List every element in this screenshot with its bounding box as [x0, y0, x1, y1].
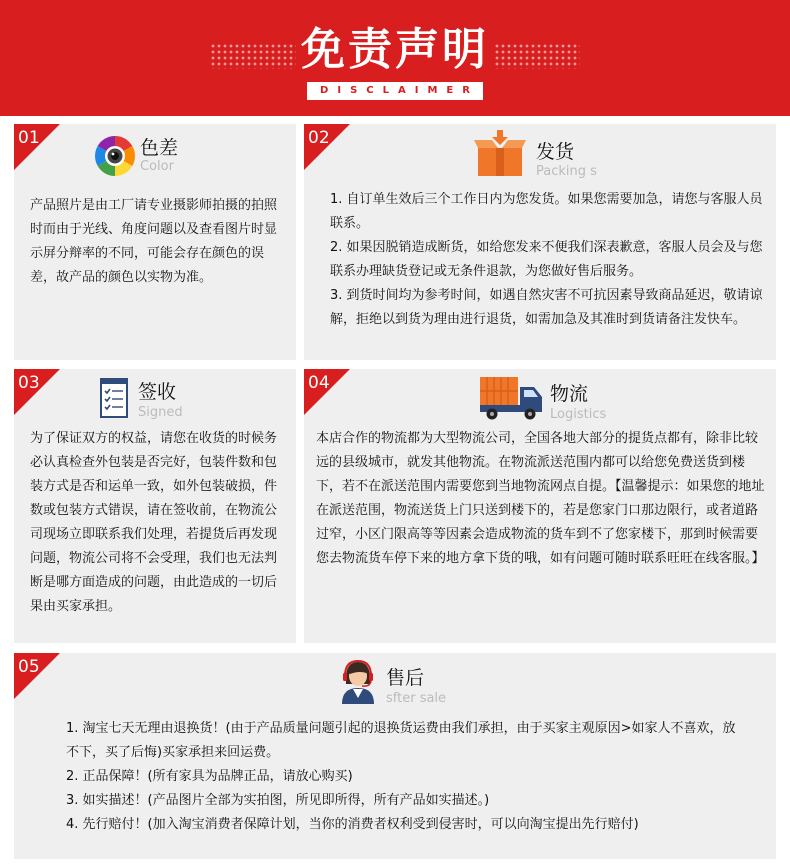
section-number: 05 — [18, 657, 40, 677]
customer-service-agent-icon — [338, 658, 378, 704]
disclaimer-banner — [0, 0, 790, 116]
paragraph: 3. 如实描述！(产品图片全部为实拍图，所见即所得，所有产品如实描述。) — [66, 793, 490, 808]
paragraph: 1. 淘宝七天无理由退换货！(由于产品质量问题引起的退换货运费由我们承担，由于买家主观原因>如家人不喜欢，放不下，买了后悔)买家承担来回运费。 — [66, 721, 736, 760]
section-title: 色差 — [140, 137, 179, 159]
delivery-truck-icon — [478, 375, 544, 421]
paragraph: 1. 自订单生效后三个工作日内为您发货。如果您需要加急，请您与客服人员联系。 — [330, 192, 763, 231]
section-color — [14, 124, 296, 360]
section-number: 02 — [308, 128, 330, 148]
package-box-icon — [472, 130, 528, 178]
checklist-icon — [100, 378, 128, 418]
section-subtitle: Packing s — [536, 164, 597, 179]
section-signed — [14, 369, 296, 643]
section-number: 01 — [18, 128, 40, 148]
paragraph: 4. 先行赔付！(加入淘宝消费者保障计划，当你的消费者权利受到侵害时，可以向淘宝提出先行赔付) — [66, 817, 639, 832]
paragraph: 3. 到货时间均为参考时间，如遇自然灾害不可抗因素导致商品延迟，敬请谅解，拒绝以到货为理由进行退货，如需加急及其准时到货请备注发快车。 — [330, 288, 763, 327]
section-title: 物流 — [550, 383, 589, 405]
section-body — [30, 427, 284, 619]
color-wheel-icon — [94, 135, 136, 177]
paragraph: 2. 如果因脱销造成断货，如给您发来不便我们深表歉意，客服人员会及与您联系办理缺货登记或无条件退款，为您做好售后服务。 — [330, 240, 763, 279]
section-subtitle: Signed — [138, 405, 183, 420]
section-body — [330, 188, 766, 332]
section-number: 04 — [308, 373, 330, 393]
section-subtitle: Color — [140, 159, 174, 174]
section-title: 售后 — [386, 667, 425, 689]
paragraph: 为了保证双方的权益，请您在收货的时候务必认真检查外包装是否完好，包装件数和包装方式是否和运单一致，如外包装破损，件数或包装方式错误，请在签收前，在物流公司现场立即联系我们处理，若提货后再发现问题，物流公司将不会受理，我们也无法判断是哪方面造成的问题，由此造成的一切后果由买家承担。 — [30, 431, 278, 614]
section-subtitle: Logistics — [550, 407, 607, 422]
section-after-sale — [14, 653, 776, 859]
section-body — [316, 427, 770, 571]
section-packing — [304, 124, 776, 360]
section-body — [30, 194, 284, 290]
section-subtitle: sfter sale — [386, 691, 447, 706]
page-title: 免责声明 — [301, 24, 489, 75]
section-title: 发货 — [536, 141, 575, 163]
page-subtitle: DISCLAIMER — [307, 82, 483, 100]
section-title: 签收 — [138, 381, 177, 403]
paragraph: 产品照片是由工厂请专业摄影师拍摄的拍照时而由于光线、角度问题以及查看图片时显示屏分辩率的不同，可能会存在颜色的误差，故产品的颜色以实物为准。 — [30, 198, 278, 285]
section-number: 03 — [18, 373, 40, 393]
section-body — [66, 717, 746, 837]
section-logistics — [304, 369, 776, 643]
paragraph: 2. 正品保障！(所有家具为品牌正品，请放心购买) — [66, 769, 353, 784]
paragraph: 本店合作的物流都为大型物流公司，全国各地大部分的提货点都有，除非比较远的县级城市，就发其他物流。在物流派送范围内都可以给您免费送货到楼下，若不在派送范围内需要您到当地物流网点自提。【温馨提示：如果您的地址在派送范围，物流送货上门只送到楼下的，若是您家门口那边限行，或者道路过窄，小区门限高等等因素会造成物流的货车到不了您家楼下，那到时候需要您去物流货车停下来的地方拿下货的哦，如有问题可随时联系旺旺在线客服。】 — [316, 431, 765, 566]
